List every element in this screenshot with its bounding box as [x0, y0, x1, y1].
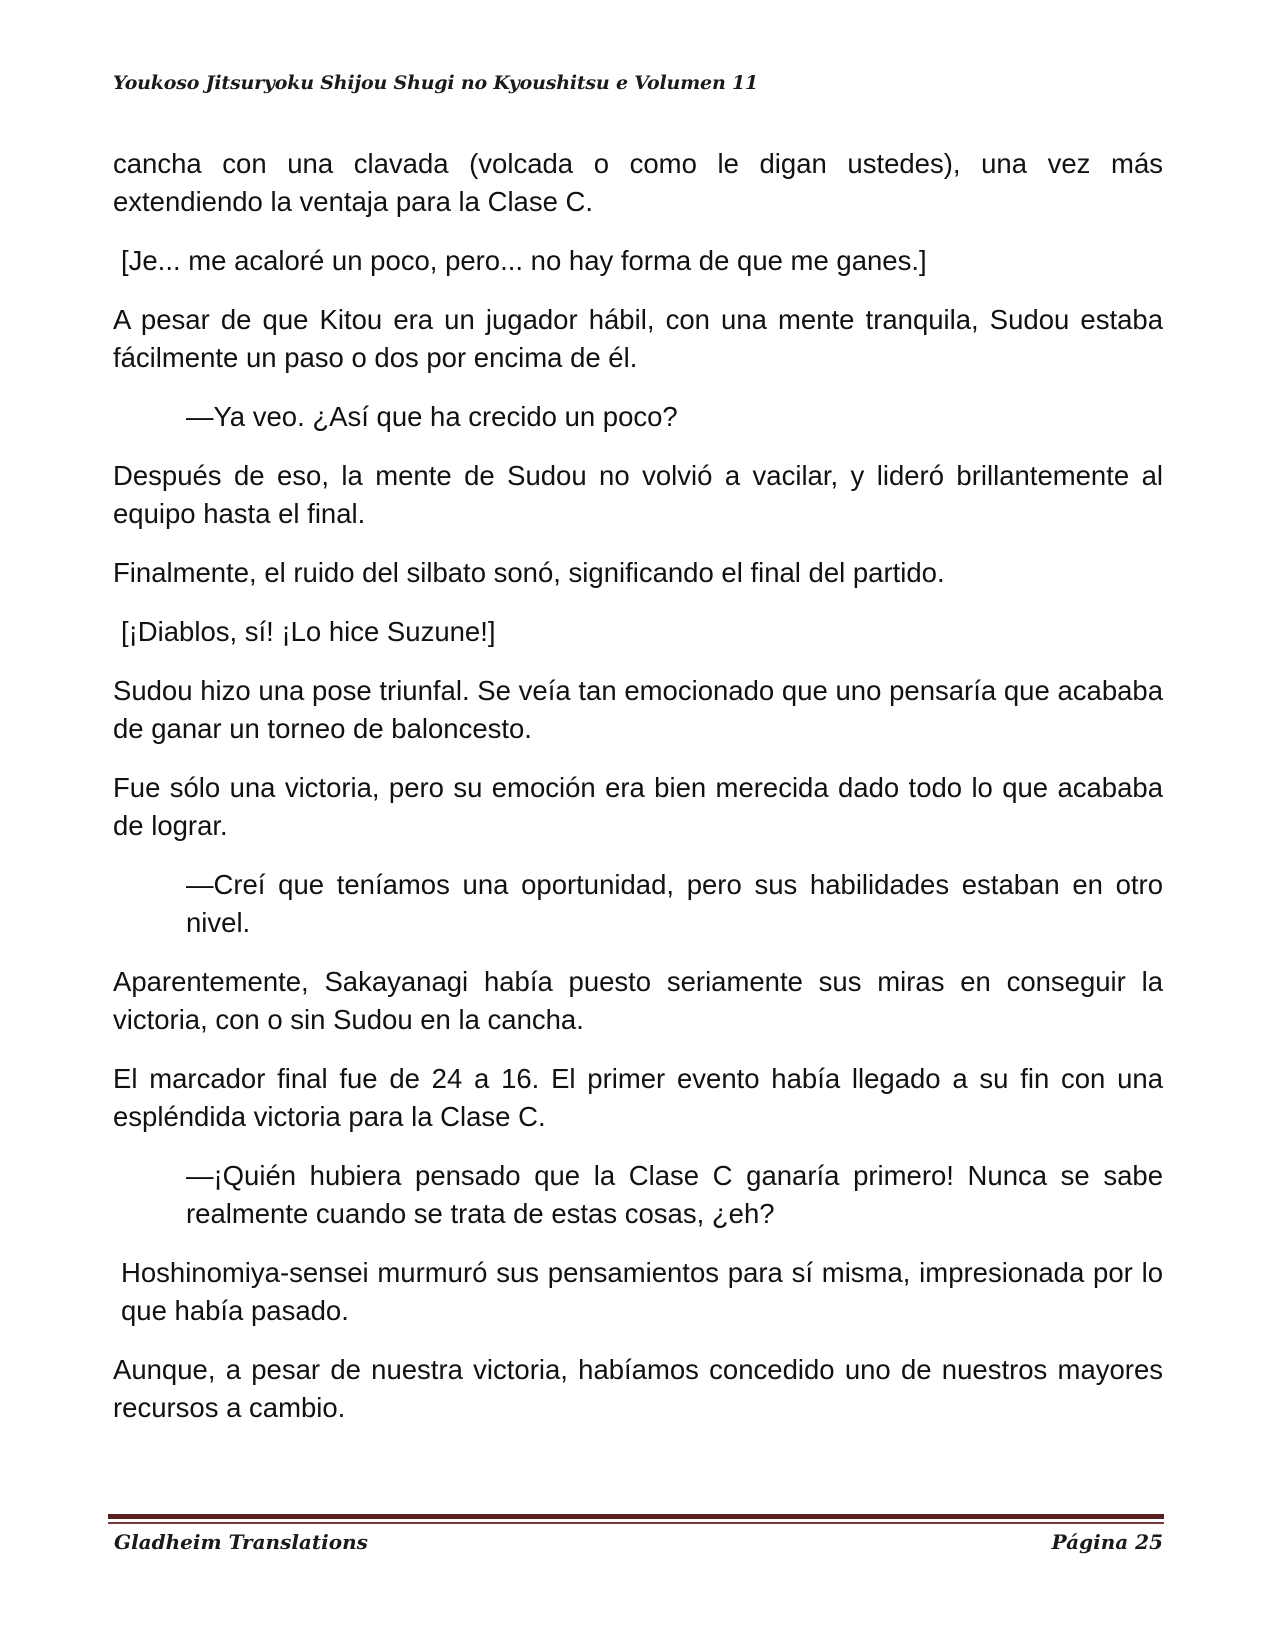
- body-text: [113, 145, 1163, 1448]
- paragraph: Aunque, a pesar de nuestra victoria, habíamos concedido uno de nuestros mayores recursos a cambio.: [113, 1354, 1163, 1423]
- page-header-title: Youkoso Jitsuryoku Shijou Shugi no Kyoushitsu e Volumen 11: [113, 72, 759, 94]
- dialogue-paragraph: —¡Quién hubiera pensado que la Clase C ganaría primero! Nunca se sabe realmente cuando se trata de estas cosas, ¿eh?: [186, 1160, 1163, 1229]
- dialogue-paragraph: —Ya veo. ¿Así que ha crecido un poco?: [186, 401, 678, 432]
- dialogue-paragraph: —Creí que teníamos una oportunidad, pero sus habilidades estaban en otro nivel.: [186, 869, 1163, 938]
- paragraph: Fue sólo una victoria, pero su emoción era bien merecida dado todo lo que acababa de lograr.: [113, 772, 1163, 841]
- paragraph: Después de eso, la mente de Sudou no volvió a vacilar, y lideró brillantemente al equipo hasta el final.: [113, 460, 1163, 529]
- paragraph: A pesar de que Kitou era un jugador hábil, con una mente tranquila, Sudou estaba fácilmente un paso o dos por encima de él.: [113, 304, 1163, 373]
- page-number: Página 25: [1051, 1530, 1163, 1554]
- footer-divider: [108, 1514, 1164, 1519]
- paragraph: cancha con una clavada (volcada o como le digan ustedes), una vez más extendiendo la ventaja para la Clase C.: [113, 148, 1163, 217]
- footer-divider-thin: [108, 1522, 1164, 1524]
- paragraph: [Je... me acaloré un poco, pero... no hay forma de que me ganes.]: [121, 245, 927, 276]
- paragraph: El marcador final fue de 24 a 16. El primer evento había llegado a su fin con una espléndida victoria para la Clase C.: [113, 1063, 1163, 1132]
- paragraph: Hoshinomiya-sensei murmuró sus pensamientos para sí misma, impresionada por lo que había pasado.: [121, 1257, 1163, 1326]
- paragraph: Sudou hizo una pose triunfal. Se veía tan emocionado que uno pensaría que acababa de ganar un torneo de baloncesto.: [113, 675, 1163, 744]
- paragraph: Finalmente, el ruido del silbato sonó, significando el final del partido.: [113, 557, 945, 588]
- footer-credit: Gladheim Translations: [114, 1530, 368, 1554]
- paragraph: [¡Diablos, sí! ¡Lo hice Suzune!]: [121, 616, 496, 647]
- paragraph: Aparentemente, Sakayanagi había puesto seriamente sus miras en conseguir la victoria, con o sin Sudou en la cancha.: [113, 966, 1163, 1035]
